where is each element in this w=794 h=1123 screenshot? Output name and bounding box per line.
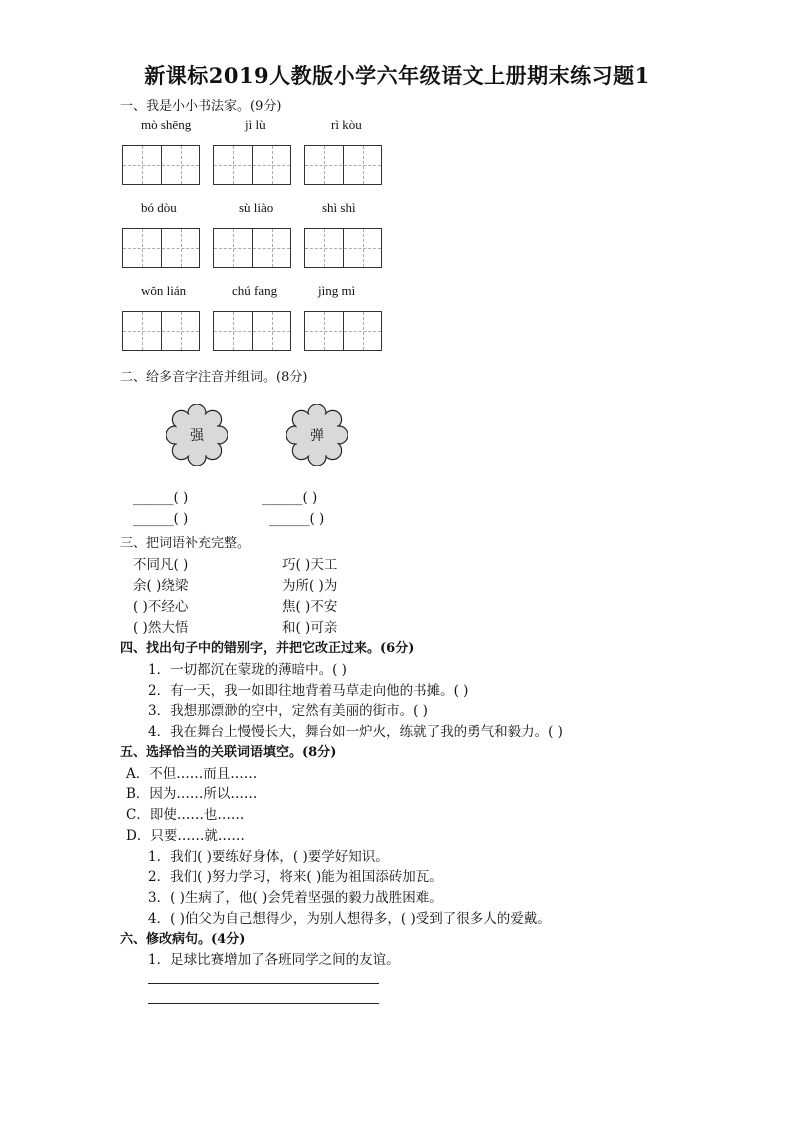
cloud-char-card <box>166 404 228 466</box>
question-item: 4．( )伯父为自己想得少，为别人想得多，( )受到了很多人的爱戴。 <box>148 911 551 927</box>
page-title: 新课标2019人教版小学六年级语文上册期末练习题1 <box>144 63 650 88</box>
pinyin-blank[interactable]: ______( ) <box>133 511 189 527</box>
section-6-heading: 六、修改病句。(4分) <box>120 932 246 947</box>
question-item: 3．( )生病了，他( )会凭着坚强的毅力战胜困难。 <box>148 890 443 906</box>
option-item: B．因为……所以…… <box>126 786 258 802</box>
writing-grid[interactable] <box>122 145 200 185</box>
idiom-blank[interactable]: 为所( )为 <box>282 578 338 594</box>
pinyin-label: chú fang <box>232 283 278 298</box>
writing-grid[interactable] <box>304 228 382 268</box>
idiom-blank[interactable]: 巧( )天工 <box>282 557 338 573</box>
question-item: 3．我想那漂渺的空中，定然有美丽的街市。( ) <box>148 703 428 719</box>
writing-grid[interactable] <box>304 145 382 185</box>
question-item: 1．足球比赛增加了各班同学之间的友谊。 <box>148 952 400 968</box>
pinyin-blank[interactable]: ______( ) <box>269 511 325 527</box>
pinyin-label: shì shì <box>322 200 356 215</box>
idiom-blank[interactable]: 余( )绕梁 <box>133 578 189 594</box>
answer-line[interactable] <box>148 983 379 984</box>
cloud-char-card <box>286 404 348 466</box>
answer-line[interactable] <box>148 1003 379 1004</box>
idiom-blank[interactable]: ( )然大悟 <box>133 620 189 636</box>
option-item: C．即使……也…… <box>126 807 245 823</box>
question-item: 2．我们( )努力学习，将来( )能为祖国添砖加瓦。 <box>148 869 443 885</box>
pinyin-label: jì lù <box>245 117 266 132</box>
pinyin-label: sù liào <box>239 200 274 215</box>
idiom-blank[interactable]: 不同凡( ) <box>133 557 189 573</box>
polyphone-char: 强 <box>190 428 204 444</box>
writing-grid[interactable] <box>213 145 291 185</box>
section-5-heading: 五、选择恰当的关联词语填空。(8分) <box>120 745 337 760</box>
writing-grid[interactable] <box>213 311 291 351</box>
idiom-blank[interactable]: 和( )可亲 <box>282 620 338 636</box>
pinyin-label: wǒn lián <box>141 283 187 298</box>
question-item: 1．一切都沉在蒙珑的薄暗中。( ) <box>148 662 347 678</box>
writing-grid[interactable] <box>122 311 200 351</box>
question-item: 1．我们( )要练好身体，( )要学好知识。 <box>148 849 389 865</box>
pinyin-label: bó dòu <box>141 200 177 215</box>
option-item: D．只要……就…… <box>126 828 245 844</box>
idiom-blank[interactable]: ( )不经心 <box>133 599 189 615</box>
pinyin-label: rì kòu <box>331 117 362 132</box>
writing-grid[interactable] <box>304 311 382 351</box>
section-3-heading: 三、把词语补充完整。 <box>120 536 251 551</box>
option-item: A．不但……而且…… <box>126 766 258 782</box>
pinyin-blank[interactable]: ______( ) <box>262 490 318 506</box>
section-2-heading: 二、给多音字注音并组词。(8分) <box>120 370 308 385</box>
question-item: 2．有一天，我一如即往地背着马草走向他的书摊。( ) <box>148 683 469 699</box>
polyphone-char: 弹 <box>310 428 324 444</box>
pinyin-label: jìng mì <box>318 283 356 298</box>
writing-grid[interactable] <box>122 228 200 268</box>
pinyin-blank[interactable]: ______( ) <box>133 490 189 506</box>
section-1-heading: 一、我是小小书法家。(9分) <box>120 99 282 114</box>
writing-grid[interactable] <box>213 228 291 268</box>
idiom-blank[interactable]: 焦( )不安 <box>282 599 338 615</box>
question-item: 4．我在舞台上慢慢长大，舞台如一炉火，练就了我的勇气和毅力。( ) <box>148 724 563 740</box>
pinyin-label: mò shēng <box>141 117 192 132</box>
section-4-heading: 四、找出句子中的错别字，并把它改正过来。(6分) <box>120 641 415 656</box>
